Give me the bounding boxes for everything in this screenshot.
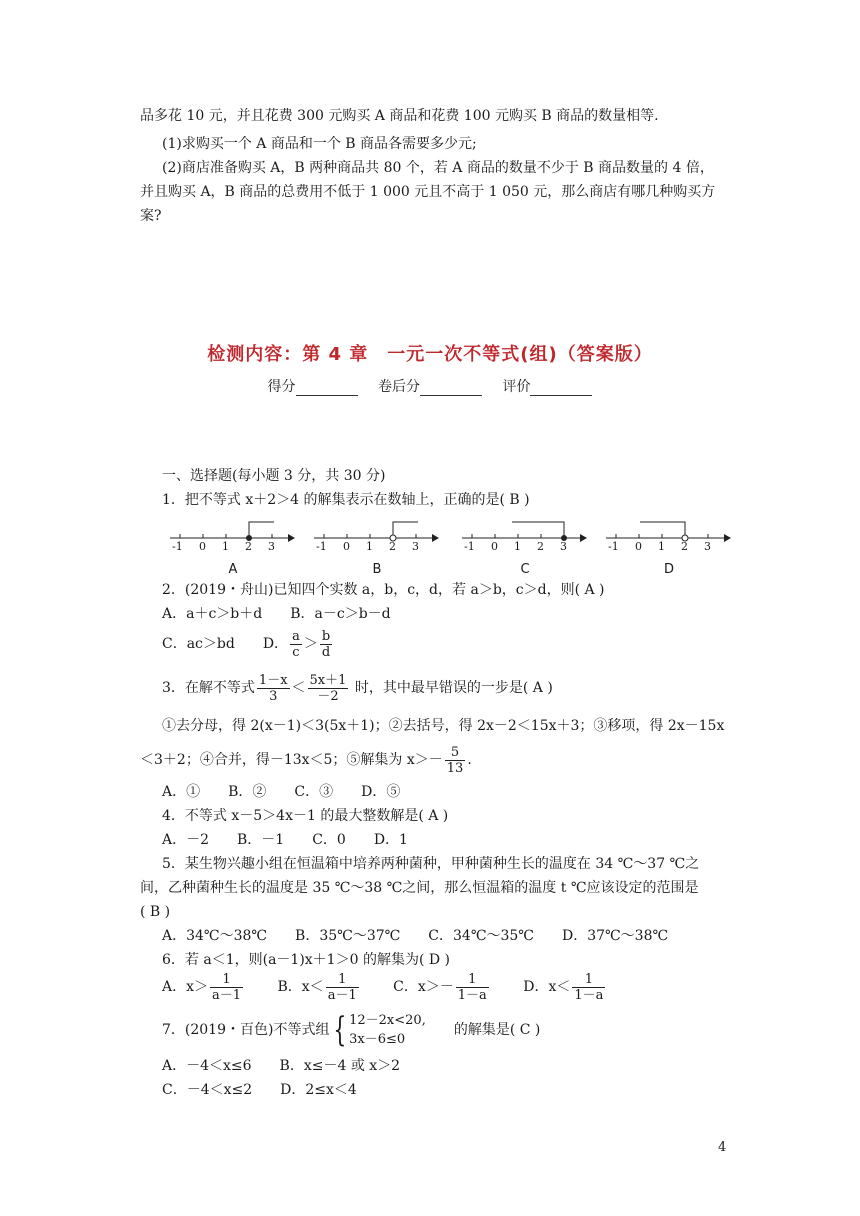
tick-label: 1: [222, 540, 229, 553]
question-7-options-ab: A．－4＜x≤6 B．x≤－4 或 x＞2: [162, 1058, 401, 1074]
tick-label: -1: [172, 540, 183, 553]
fraction: [290, 629, 302, 660]
score-label: 得分: [267, 379, 296, 395]
fraction: [308, 673, 349, 704]
tick-label: 3: [704, 540, 711, 553]
option-b: B．x＜: [277, 979, 324, 995]
option-b: B．a－c＞b－d: [290, 606, 391, 622]
q3-step-text: ＜3＋2；④合并，得－13x＜5；⑤解集为 x＞－: [140, 752, 443, 768]
intro-question-2-end: 案?: [140, 208, 162, 224]
question-3-options: A．① B．② C．③ D．⑤: [162, 784, 401, 800]
question-6-stem: 6．若 a＜1，则(a－1)x＋1＞0 的解集为( D ): [162, 952, 450, 968]
denominator: 3: [269, 688, 278, 704]
intro-question-1: (1)求购买一个 A 商品和一个 B 商品各需要多少元;: [162, 136, 477, 152]
option-c: C．ac＞bd: [162, 636, 235, 652]
number-line-a: [168, 518, 298, 577]
evaluation-blank: [530, 381, 592, 396]
brace-symbol: {: [333, 1010, 347, 1050]
number-line-c-graphic: [460, 518, 590, 564]
tick-label: 3: [268, 540, 275, 553]
operator: ＞: [303, 636, 318, 652]
denominator: 13: [446, 760, 464, 776]
tick-label: 0: [199, 540, 206, 553]
numerator: 1: [572, 972, 605, 988]
question-5-line-1: 5．某生物兴趣小组在恒温箱中培养两种菌种，甲种菌种生长的温度在 34 ℃～37 ℃之: [162, 856, 700, 872]
tick-label: 1: [366, 540, 373, 553]
intro-question-2-cont: 并且购买 A，B 商品的总费用不低于 1 000 元且不高于 1 050 元，那么商店有哪几种购买方: [140, 184, 716, 200]
numerator: 5x＋1: [309, 672, 347, 688]
tick-label: 2: [389, 540, 396, 553]
numerator: b: [321, 628, 331, 644]
tick-label: 1: [514, 540, 521, 553]
tick-label: 3: [412, 540, 419, 553]
tick-label: 0: [343, 540, 350, 553]
tick-label: -1: [464, 540, 475, 553]
tick-label: 1: [658, 540, 665, 553]
numerator: 1: [326, 972, 359, 988]
numerator: 1－x: [258, 672, 288, 688]
option-d: D．x＜: [523, 979, 571, 995]
question-5-line-2: 间，乙种菌种生长的温度是 35 ℃～38 ℃之间，那么恒温箱的温度 t ℃应该设定的范围是: [140, 880, 699, 896]
fraction: [456, 972, 489, 1003]
question-5-options: A．34℃～38℃ B．35℃～37℃ C．34℃～35℃ D．37℃～38℃: [162, 928, 669, 944]
q3-prefix: 3．在解不等式: [162, 680, 255, 696]
fraction: [210, 972, 243, 1003]
option-label-d: D: [663, 562, 674, 577]
q3-period: .: [467, 752, 472, 768]
numerator: 1: [210, 972, 243, 988]
denominator: a－1: [327, 987, 357, 1003]
option-c: C．x＞－: [393, 979, 454, 995]
question-7-stem: [162, 1010, 540, 1050]
number-line-a-graphic: [168, 518, 298, 564]
numerator: 1: [456, 972, 489, 988]
tick-label: -1: [608, 540, 619, 553]
tick-label: 0: [491, 540, 498, 553]
score-blank: [296, 381, 358, 396]
question-7-options-cd: C．－4＜x≤2 D．2≤x＜4: [162, 1082, 357, 1098]
fraction: [257, 673, 290, 704]
question-4-options: A．－2 B．－1 C．0 D．1: [162, 832, 408, 848]
fraction: [320, 629, 332, 660]
fraction: [572, 972, 605, 1003]
question-2-options-ab: [162, 604, 391, 624]
numerator: a: [292, 628, 300, 644]
intro-question-2: (2)商店准备购买 A，B 两种商品共 80 个，若 A 商品的数量不少于 B 商品数量的 4 倍，: [162, 160, 714, 176]
inequality-system: [349, 1011, 426, 1049]
q3-suffix: 时，其中最早错误的一步是( A ): [354, 680, 553, 696]
option-label-a: A: [228, 562, 238, 577]
fraction: [326, 972, 359, 1003]
number-line-d: [604, 518, 734, 577]
q7-prefix: 7．(2019・百色)不等式组: [162, 1022, 330, 1038]
question-2-options-cd: [162, 628, 334, 660]
inequality-1: 12－2x<20,: [349, 1013, 426, 1028]
tick-label: 2: [537, 540, 544, 553]
question-1-stem: 1．把不等式 x＋2＞4 的解集表示在数轴上，正确的是( B ): [162, 492, 530, 508]
score-row: [0, 376, 860, 396]
number-line-b-graphic: [312, 518, 442, 564]
q7-suffix: 的解集是( C ): [453, 1022, 541, 1038]
denominator: 1－a: [574, 987, 604, 1003]
number-line-c: [460, 518, 590, 577]
section-heading: 一、选择题(每小题 3 分，共 30 分): [162, 468, 386, 484]
denominator: －2: [317, 688, 339, 704]
paper-score-label: 卷后分: [378, 379, 420, 395]
tick-label: 0: [635, 540, 642, 553]
option-a: A．a＋c＞b＋d: [162, 606, 263, 622]
number-line-b: [312, 518, 442, 577]
option-label-b: B: [372, 562, 382, 577]
paper-score-blank: [420, 381, 482, 396]
page-title: 检测内容：第 4 章 一元一次不等式(组)（答案版）: [207, 344, 653, 365]
tick-label: 3: [560, 540, 567, 553]
question-2-stem: 2．(2019・舟山)已知四个实数 a，b，c，d，若 a＞b，c＞d，则( A ): [162, 582, 605, 598]
question-3-stem: [162, 672, 553, 704]
tick-label: 2: [245, 540, 252, 553]
denominator: a－1: [212, 987, 242, 1003]
intro-line: 品多花 10 元，并且花费 300 元购买 A 商品和花费 100 元购买 B 商品的数量相等.: [140, 108, 659, 124]
question-4-stem: 4．不等式 x－5＞4x－1 的最大整数解是( A ): [162, 808, 449, 824]
operator: ＜: [291, 680, 306, 696]
page-number: 4: [718, 1140, 727, 1155]
tick-label: -1: [316, 540, 327, 553]
fraction: [445, 745, 466, 776]
numerator: 5: [445, 745, 466, 761]
question-3-steps: ①去分母，得 2(x－1)＜3(5x＋1)；②去括号，得 2x－2＜15x＋3；③移项，得 2x－15x: [162, 718, 725, 734]
question-3-steps-cont: [140, 744, 472, 776]
question-5-answer: ( B ): [140, 904, 171, 920]
number-line-d-graphic: [604, 518, 734, 564]
tick-label: 2: [681, 540, 688, 553]
evaluation-label: 评价: [502, 379, 531, 395]
inequality-2: 3x－6≤0: [349, 1032, 406, 1047]
denominator: 1－a: [457, 987, 487, 1003]
denominator: d: [321, 644, 331, 660]
question-6-options: [162, 970, 607, 1004]
denominator: c: [292, 644, 300, 660]
option-label-c: C: [520, 562, 530, 577]
option-d-prefix: D．: [262, 636, 289, 652]
option-a: A．x＞: [162, 979, 209, 995]
